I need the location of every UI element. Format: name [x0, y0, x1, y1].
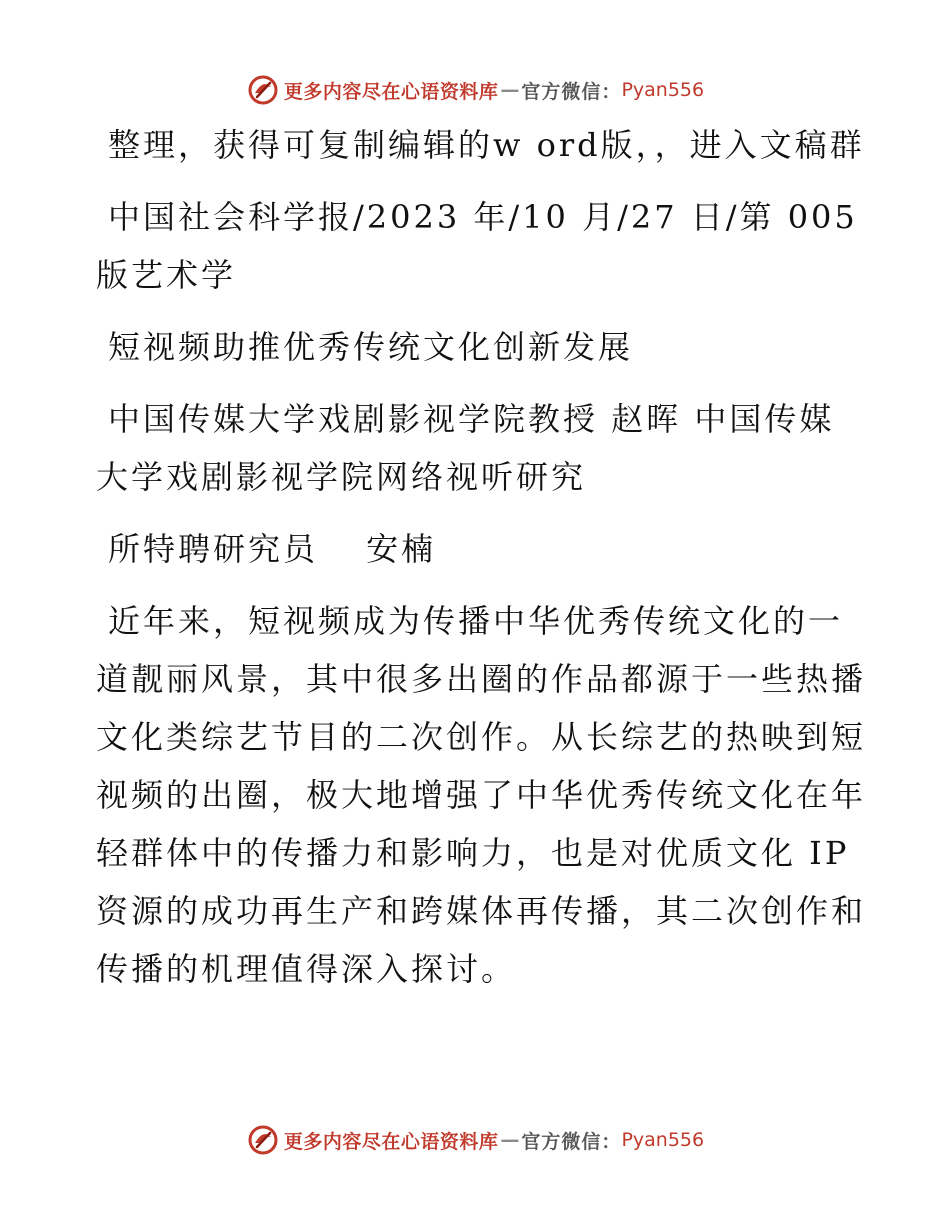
watermark-separator: — — [500, 1129, 520, 1151]
header-watermark — [0, 70, 950, 110]
author-line: 中国传媒大学戏剧影视学院教授 赵晖 中国传媒大学戏剧影视学院网络视听研究 — [96, 400, 835, 496]
author-line-continued: 所特聘研究员 安楠 — [108, 530, 437, 568]
red-swirl-logo-icon — [246, 73, 280, 107]
watermark-contact-id: Pyan556 — [621, 79, 705, 101]
document-body — [96, 116, 866, 1012]
footer-watermark — [0, 1120, 950, 1160]
watermark-text: 更多内容尽在心语资料库 — [283, 1130, 499, 1153]
watermark-contact-id: Pyan556 — [621, 1129, 705, 1151]
watermark-contact-label: 官方微信： — [521, 80, 622, 103]
body-paragraph: 近年来，短视频成为传播中华优秀传统文化的一道靓丽风景，其中很多出圈的作品都源于一些热播文化类综艺节目的二次创作。从长综艺的热映到短视频的出圈，极大地增强了中华优秀传统文化在年轻群体中的传播力和影响力，也是对优质文化 IP 资源的成功再生产和跨媒体再传播，其二次创作和传播的机理值得深入探讨。 — [96, 602, 867, 988]
watermark-contact-label: 官方微信： — [521, 1130, 622, 1153]
red-swirl-logo-icon — [246, 1123, 280, 1157]
article-title: 短视频助推优秀传统文化创新发展 — [108, 328, 634, 366]
source-line: 中国社会科学报/2023 年/10 月/27 日/第 005 版艺术学 — [96, 198, 858, 294]
watermark-text: 更多内容尽在心语资料库 — [283, 80, 499, 103]
watermark-separator: — — [500, 79, 520, 101]
intro-note: 整理，获得可复制编辑的w ord版，，进入文稿群 — [108, 126, 865, 164]
